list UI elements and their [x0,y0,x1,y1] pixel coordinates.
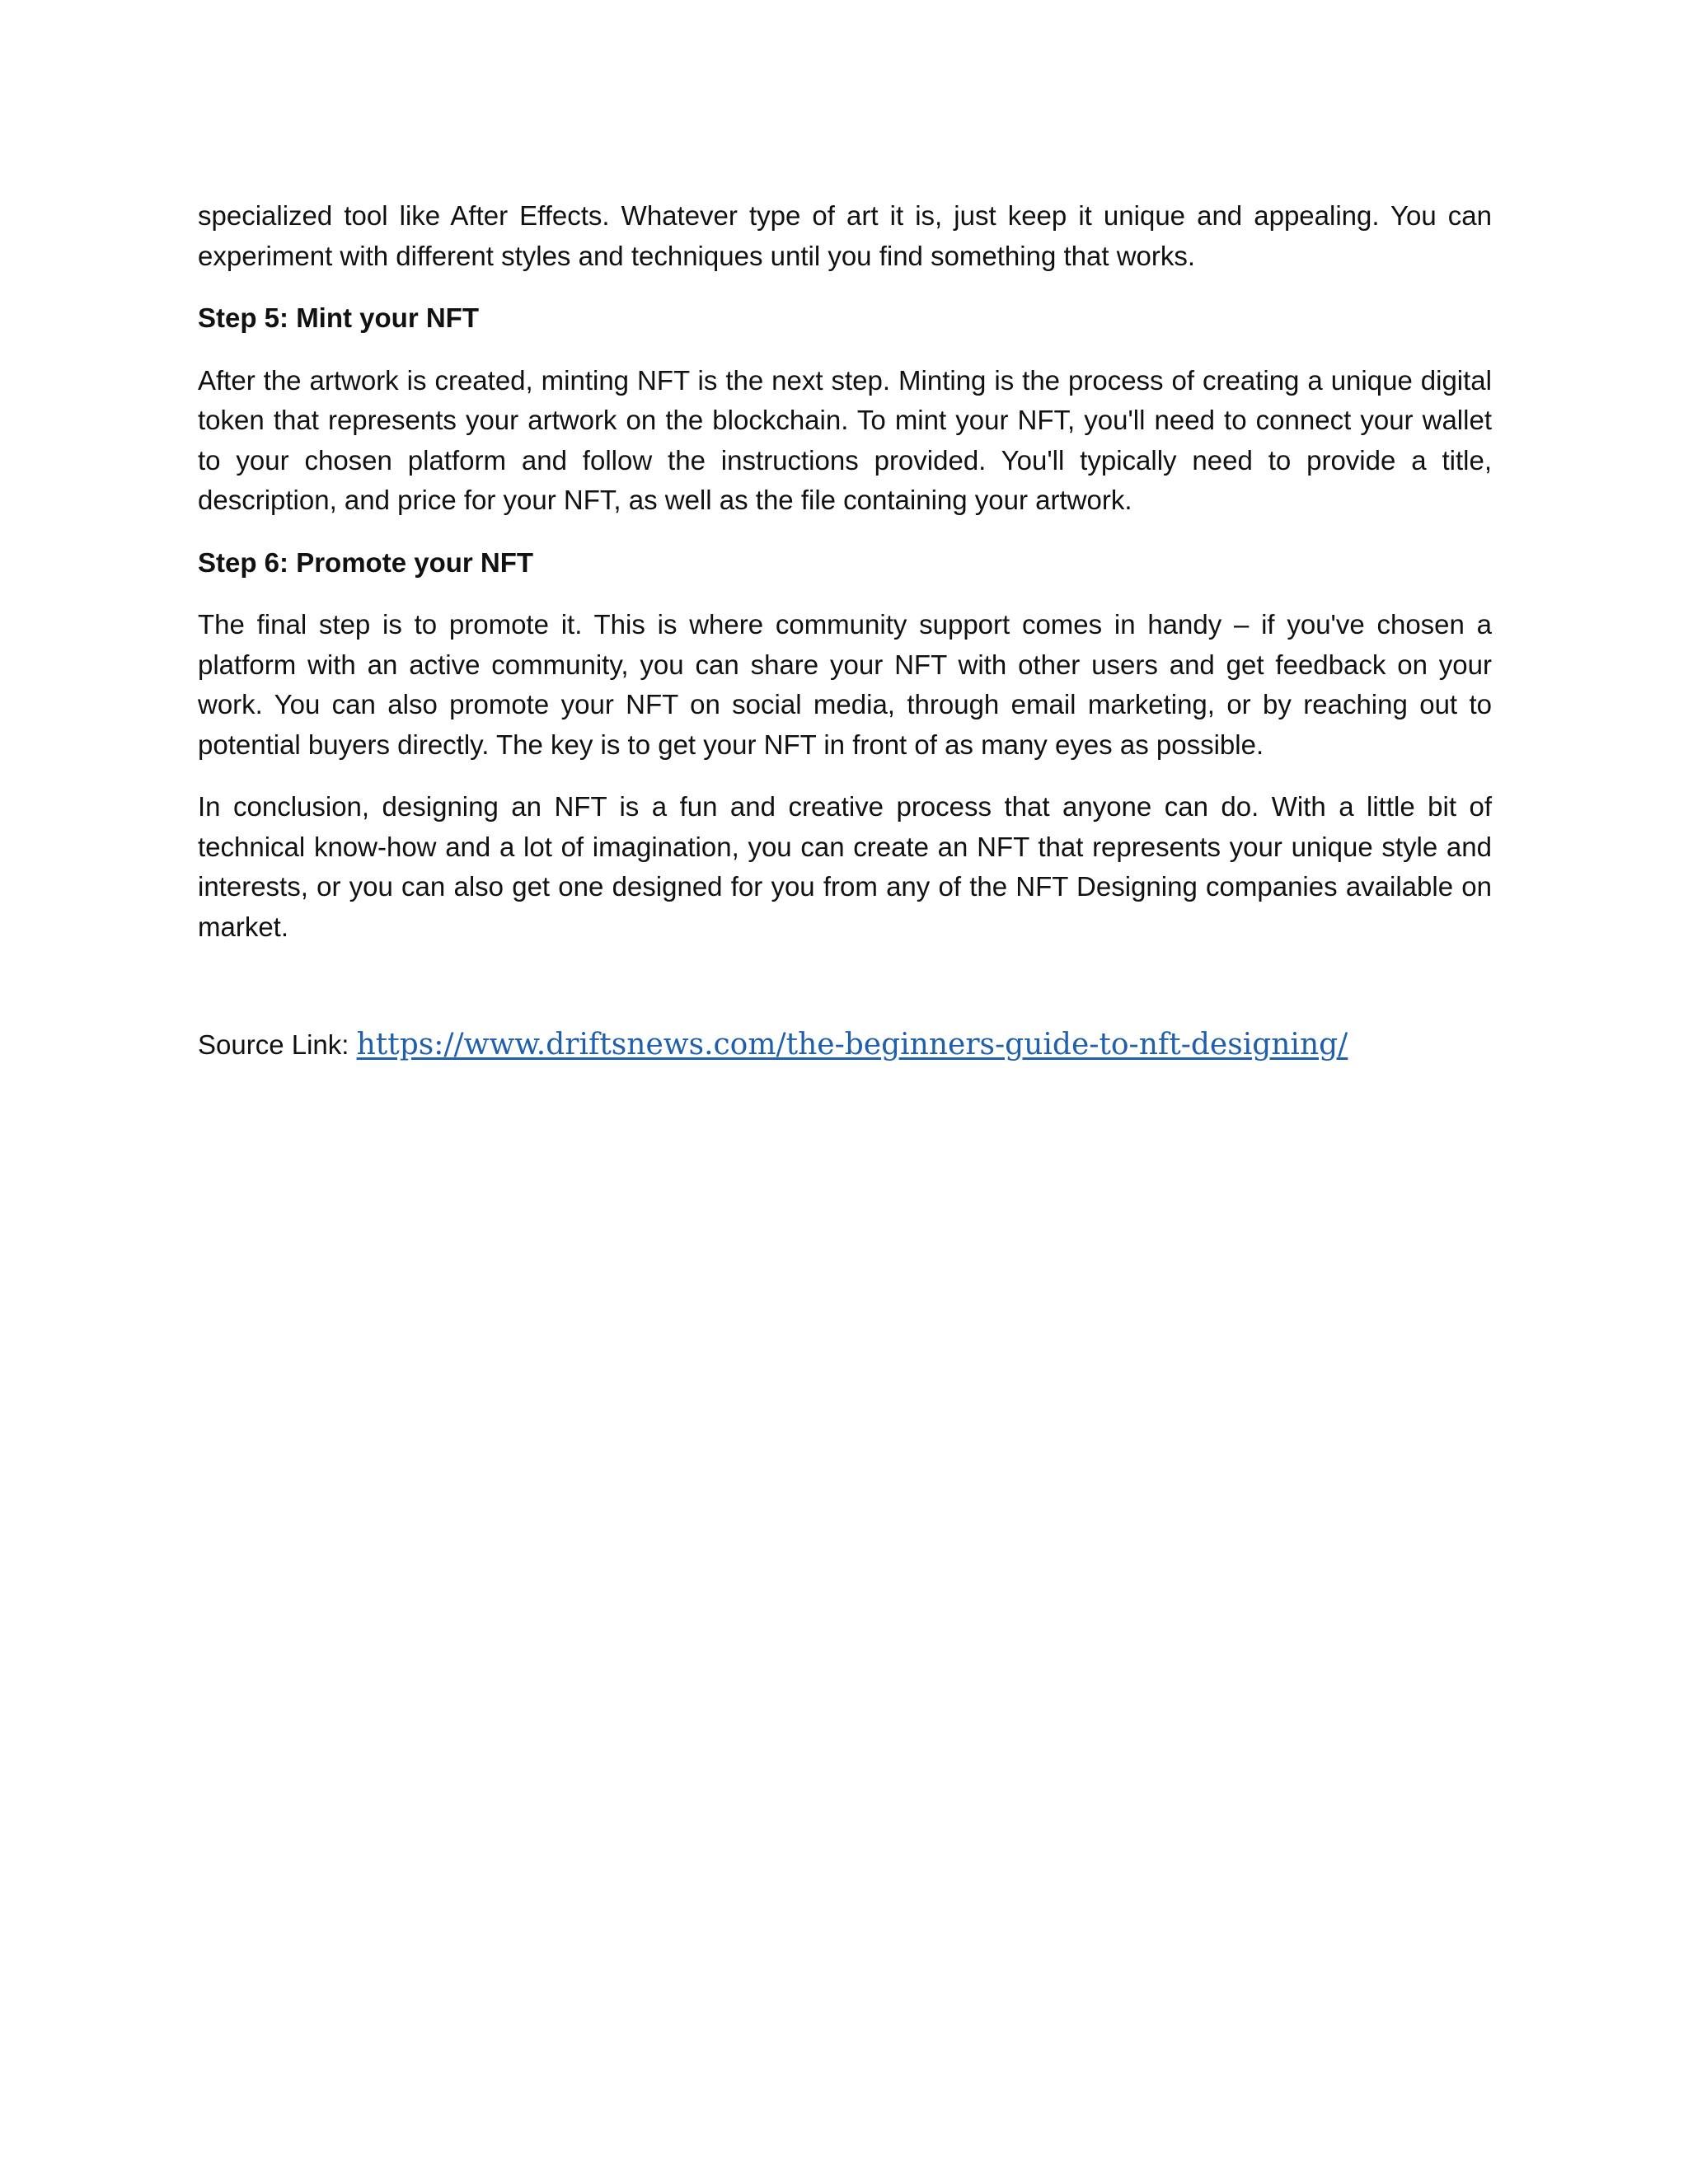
heading-step-6: Step 6: Promote your NFT [198,546,534,578]
source-label: Source Link: [198,1029,357,1060]
paragraph-conclusion: In conclusion, designing an NFT is a fun and creative process that anyone can do. With a little bit of technical know-how and a lot of imagination, you can create an NFT that represents your unique style and interests, or you can also get one designed for you from any of the NFT Designing companies available on market. [198,791,1492,942]
heading-step-5: Step 5: Mint your NFT [198,302,479,333]
paragraph-art-tools: specialized tool like After Effects. Whatever type of art it is, just keep it unique and appealing. You can experiment with different styles and techniques until you find something that works. [198,200,1492,271]
document-page [198,196,1492,1066]
paragraph-minting: After the artwork is created, minting NFT is the next step. Minting is the process of creating a unique digital token that represents your artwork on the blockchain. To mint your NFT, you'll need to connect your wallet to your chosen platform and follow the instructions provided. You'll typically need to provide a title, description, and price for your NFT, as well as the file containing your artwork. [198,364,1492,515]
paragraph-promotion: The final step is to promote it. This is where community support comes in handy – if you've chosen a platform with an active community, you can share your NFT with other users and get feedback on your work. You can also promote your NFT on social media, through email marketing, or by reaching out to potential buyers directly. The key is to get your NFT in front of as many eyes as possible. [198,609,1492,760]
source-line [198,1025,1492,1066]
source-link[interactable]: https://www.driftsnews.com/the-beginners-guide-to-nft-designing/ [356,1028,1348,1062]
blank-line [198,969,1492,1025]
